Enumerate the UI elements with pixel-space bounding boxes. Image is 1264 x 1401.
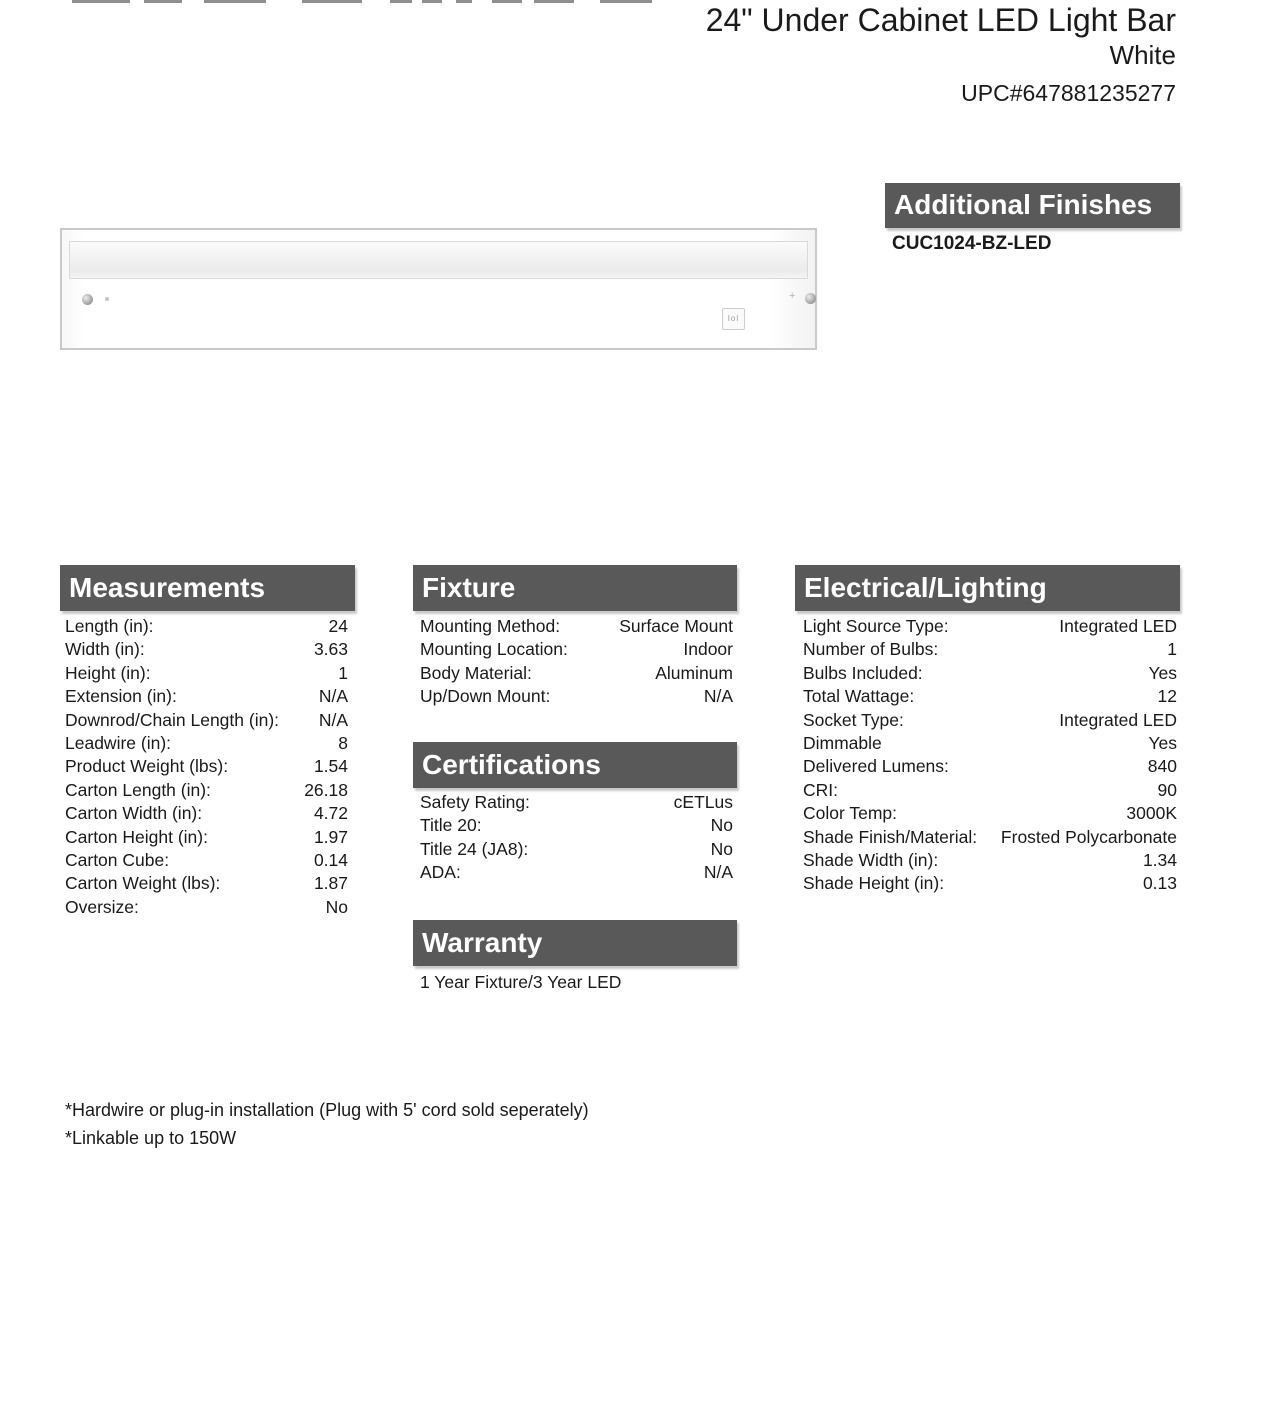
spec-value: Integrated LED: [1059, 616, 1177, 636]
spec-value: 1.97: [313, 826, 348, 847]
spec-value: 1: [1167, 639, 1177, 660]
spec-value: N/A: [703, 862, 733, 883]
spec-value: Surface Mount: [619, 616, 733, 636]
spec-label: Number of Bulbs:: [803, 639, 939, 660]
spec-value: 4.72: [313, 803, 348, 824]
product-photo-light-bar: [60, 228, 817, 350]
spec-row: [65, 779, 348, 802]
brand-logo-fragment: [72, 0, 652, 4]
spec-row: [420, 638, 733, 661]
spec-label: Total Wattage:: [803, 686, 915, 707]
spec-value: Yes: [1148, 732, 1177, 753]
spec-label: ADA:: [420, 862, 461, 883]
logo-fragment-mark: [72, 0, 130, 3]
spec-row: [803, 732, 1177, 755]
certifications-header: Certifications: [413, 742, 737, 788]
spec-label: Bulbs Included:: [803, 662, 923, 683]
spec-label: Length (in):: [65, 616, 154, 636]
measurements-header: Measurements: [60, 565, 355, 611]
spec-label: Shade Finish/Material:: [803, 826, 978, 847]
spec-row: [420, 861, 733, 884]
spec-label: Oversize:: [65, 896, 139, 917]
spec-row: [65, 709, 348, 732]
spec-label: Safety Rating:: [420, 792, 530, 812]
spec-label: Socket Type:: [803, 709, 904, 730]
spec-value: Yes: [1148, 662, 1177, 683]
logo-fragment-mark: [600, 0, 652, 3]
screw-icon: [82, 294, 93, 305]
spec-value: Aluminum: [655, 662, 733, 683]
screw-icon: [805, 293, 816, 304]
spec-row: [420, 662, 733, 685]
spec-label: Mounting Location:: [420, 639, 568, 660]
spec-label: Body Material:: [420, 662, 532, 683]
spec-value: 1: [338, 662, 348, 683]
spec-label: Product Weight (lbs):: [65, 756, 229, 777]
spec-label: Title 24 (JA8):: [420, 838, 529, 859]
spec-value: Integrated LED: [1059, 709, 1177, 730]
logo-fragment-mark: [390, 0, 412, 3]
spec-row: [65, 872, 348, 895]
additional-finish-model: CUC1024-BZ-LED: [892, 233, 1052, 254]
spec-value: N/A: [703, 686, 733, 707]
spec-label: Height (in):: [65, 662, 151, 683]
spec-row: [420, 685, 733, 708]
spec-row: [803, 755, 1177, 778]
spec-label: Light Source Type:: [803, 616, 949, 636]
light-diffuser-strip: [69, 241, 808, 279]
power-switch: ǀoǀ: [722, 308, 745, 330]
spec-label: Delivered Lumens:: [803, 756, 949, 777]
spec-value: 3.63: [313, 639, 348, 660]
spec-value: N/A: [318, 709, 348, 730]
spec-label: Downrod/Chain Length (in):: [65, 709, 280, 730]
spec-row: [803, 615, 1177, 638]
spec-label: Carton Width (in):: [65, 803, 203, 824]
product-upc: UPC#647881235277: [961, 80, 1176, 106]
spec-row: [803, 638, 1177, 661]
spec-row: [65, 685, 348, 708]
warranty-text: 1 Year Fixture/3 Year LED: [420, 972, 622, 992]
spec-value: 24: [328, 616, 348, 636]
spec-row: [420, 814, 733, 837]
spec-value: 1.34: [1142, 849, 1177, 870]
electrical-lighting-table: [795, 615, 1180, 896]
logo-fragment-mark: [302, 0, 362, 3]
additional-finishes-header: Additional Finishes: [885, 183, 1180, 228]
spec-label: Carton Weight (lbs):: [65, 873, 221, 894]
spec-value: 0.13: [1142, 873, 1177, 894]
spec-label: Carton Cube:: [65, 849, 170, 870]
spec-label: Dimmable: [803, 732, 882, 753]
logo-fragment-mark: [534, 0, 574, 3]
spec-value: 840: [1147, 756, 1177, 777]
spec-label: Shade Width (in):: [803, 849, 939, 870]
spec-row: [803, 685, 1177, 708]
measurements-table: [60, 615, 355, 919]
spec-value: No: [710, 838, 733, 859]
certifications-table: [413, 791, 737, 885]
spec-row: [803, 779, 1177, 802]
spec-label: CRI:: [803, 779, 838, 800]
spec-row: [420, 615, 733, 638]
fixture-header: Fixture: [413, 565, 737, 611]
spec-label: Mounting Method:: [420, 616, 561, 636]
spec-value: Indoor: [683, 639, 733, 660]
footnote: *Linkable up to 150W: [65, 1127, 237, 1148]
mounting-dot: [105, 297, 109, 301]
product-finish: White: [1109, 40, 1176, 70]
spec-row: [65, 849, 348, 872]
spec-label: Width (in):: [65, 639, 145, 660]
spec-label: Carton Length (in):: [65, 779, 211, 800]
spec-row: [420, 838, 733, 861]
spec-value: N/A: [318, 686, 348, 707]
spec-value: 90: [1157, 779, 1177, 800]
spec-row: [65, 615, 348, 638]
spec-value: No: [710, 815, 733, 836]
spec-value: 3000K: [1126, 803, 1177, 824]
plus-mark: +: [789, 290, 796, 302]
spec-value: 12: [1157, 686, 1177, 707]
spec-value: cETLus: [673, 792, 733, 812]
spec-label: Up/Down Mount:: [420, 686, 551, 707]
logo-fragment-mark: [204, 0, 266, 3]
spec-value: 8: [338, 732, 348, 753]
fixture-table: [413, 615, 737, 709]
spec-row: [65, 638, 348, 661]
spec-row: [65, 732, 348, 755]
spec-label: Title 20:: [420, 815, 482, 836]
footnotes: [65, 1097, 589, 1152]
spec-row: [65, 826, 348, 849]
product-title: 24" Under Cabinet LED Light Bar: [705, 2, 1176, 38]
spec-label: Extension (in):: [65, 686, 177, 707]
warranty-header: Warranty: [413, 920, 737, 966]
logo-fragment-mark: [456, 0, 472, 3]
spec-row: [803, 826, 1177, 849]
spec-label: Shade Height (in):: [803, 873, 945, 894]
spec-value: 1.54: [313, 756, 348, 777]
title-block: [706, 0, 1176, 107]
spec-row: [803, 662, 1177, 685]
spec-row: [803, 709, 1177, 732]
electrical-lighting-header: Electrical/Lighting: [795, 565, 1180, 611]
logo-fragment-mark: [492, 0, 522, 3]
spec-row: [420, 791, 733, 814]
spec-value: 1.87: [313, 873, 348, 894]
logo-fragment-mark: [144, 0, 182, 3]
spec-row: [65, 896, 348, 919]
spec-row: [803, 802, 1177, 825]
spec-value: No: [325, 896, 348, 917]
spec-label: Color Temp:: [803, 803, 898, 824]
spec-row: [803, 872, 1177, 895]
spec-row: [65, 662, 348, 685]
footnote: *Hardwire or plug-in installation (Plug with 5' cord sold seperately): [65, 1100, 589, 1120]
spec-row: [803, 849, 1177, 872]
spec-value: Frosted Polycarbonate: [1000, 826, 1177, 847]
spec-label: Leadwire (in):: [65, 732, 172, 753]
spec-row: [65, 802, 348, 825]
spec-row: [65, 755, 348, 778]
logo-fragment-mark: [422, 0, 442, 3]
spec-value: 0.14: [313, 849, 348, 870]
spec-value: 26.18: [304, 779, 348, 800]
spec-label: Carton Height (in):: [65, 826, 208, 847]
